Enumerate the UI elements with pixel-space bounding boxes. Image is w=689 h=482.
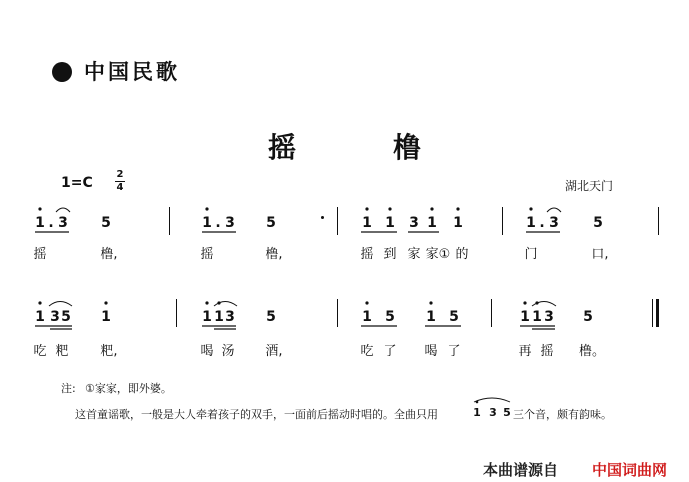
score-note: 1 <box>202 215 212 231</box>
lyric: 橹, <box>100 247 118 262</box>
lyric: 口, <box>591 247 609 262</box>
score-note: 1 <box>385 215 395 231</box>
lyric: 吃 <box>360 344 374 359</box>
inline-note: 5 <box>503 406 511 419</box>
score-note: . <box>539 215 545 231</box>
score-note: 3 <box>549 215 559 231</box>
score-note: 3 <box>58 215 68 231</box>
score-note: 5 <box>583 309 593 325</box>
score-note: 3 <box>544 309 554 325</box>
lyric: 家① <box>425 247 451 262</box>
song-title-char-1: 摇 <box>268 131 297 164</box>
score-note: 5 <box>266 309 276 325</box>
lyric: 酒, <box>265 344 283 359</box>
lyric: 再 <box>518 344 532 359</box>
score-note: 1 <box>214 309 224 325</box>
time-signature-bottom: 4 <box>116 182 124 193</box>
source-label: 本曲谱源自 <box>483 461 559 479</box>
score-note: 1 <box>427 215 437 231</box>
score-note: 5 <box>449 309 459 325</box>
inline-note: 3 <box>489 406 497 419</box>
key-signature: 1=C <box>61 175 93 191</box>
lyric: 到 <box>383 247 397 262</box>
score-note: 3 <box>225 309 235 325</box>
lyric: 摇 <box>200 247 214 262</box>
lyric: 喝 <box>200 344 214 359</box>
lyric: 摇 <box>360 247 374 262</box>
score-note: 1 <box>426 309 436 325</box>
score-note: 5 <box>385 309 395 325</box>
score-note: 5 <box>101 215 111 231</box>
lyric: 的 <box>455 247 469 262</box>
lyric: 摇 <box>540 344 554 359</box>
score-note: 1 <box>35 215 45 231</box>
lyric: 了 <box>383 344 397 359</box>
lyric: 了 <box>447 344 461 359</box>
source-site-link[interactable]: 中国词曲网 <box>592 461 668 479</box>
lyric: 摇 <box>33 247 47 262</box>
score-note: 1 <box>520 309 530 325</box>
score-note: 5 <box>61 309 71 325</box>
lyric: 汤 <box>221 344 235 359</box>
footnote: ①家家，即外婆。 <box>85 382 172 395</box>
lyric: 喝 <box>424 344 438 359</box>
song-origin: 湖北天门 <box>565 179 614 193</box>
lyric: 橹, <box>265 247 283 262</box>
lyric: 粑 <box>55 344 69 359</box>
time-signature-top: 2 <box>116 169 124 180</box>
description-text: 这首童谣歌，一般是大人牵着孩子的双手，一面前后摇动时唱的。全曲只用 <box>75 408 438 421</box>
score-note: 3 <box>50 309 60 325</box>
lyric: 门 <box>524 247 538 262</box>
annotation-label: 注: <box>61 382 76 395</box>
inline-note: 1 <box>473 406 481 419</box>
section-heading: 中国民歌 <box>84 60 180 84</box>
song-title-char-2: 橹 <box>393 131 422 164</box>
score-note: . <box>48 215 54 231</box>
lyric: 家 <box>407 247 421 262</box>
score-note: 1 <box>362 215 372 231</box>
score-note: 5 <box>593 215 603 231</box>
score-note: 1 <box>35 309 45 325</box>
score-note: 1 <box>532 309 542 325</box>
score-note: 3 <box>225 215 235 231</box>
score-note: 1 <box>362 309 372 325</box>
score-note: 5 <box>266 215 276 231</box>
lyric: 粑, <box>100 344 118 359</box>
score-note: 3 <box>409 215 419 231</box>
score-note: 1 <box>526 215 536 231</box>
score-note: 1 <box>101 309 111 325</box>
lyric: 橹。 <box>578 344 606 359</box>
description-text-end: 三个音，颇有韵味。 <box>513 408 612 421</box>
score-note: 1 <box>202 309 212 325</box>
score-note: . <box>215 215 221 231</box>
score-note: 1 <box>453 215 463 231</box>
lyric: 吃 <box>33 344 47 359</box>
